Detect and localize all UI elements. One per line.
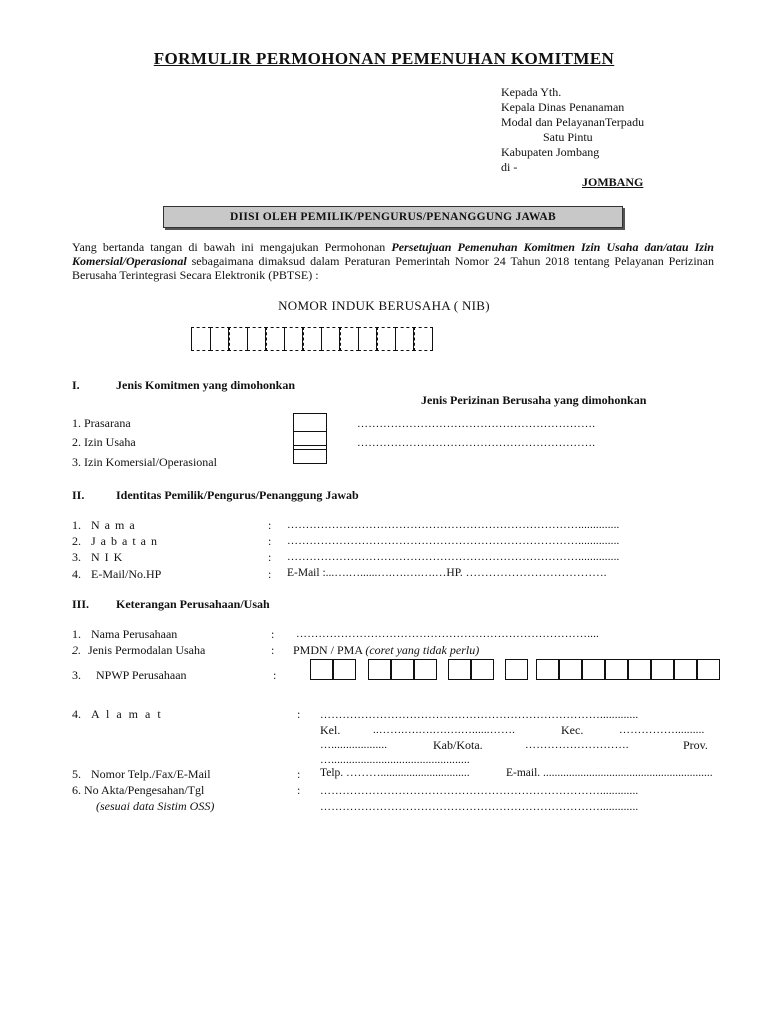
npwp-box[interactable] <box>471 659 494 680</box>
email-field[interactable]: E-mail. ........................................................... <box>506 767 713 779</box>
identity-row-num: 2. <box>72 534 81 548</box>
akta-note: (sesuai data Sistim OSS) <box>96 799 215 813</box>
permodalan-note: (coret yang tidak perlu) <box>365 643 480 657</box>
nib-box[interactable] <box>228 327 248 351</box>
identity-nik-field[interactable]: …………………………………………………………………….............. <box>287 551 620 563</box>
company-colon: : <box>297 767 301 781</box>
npwp-box[interactable] <box>505 659 528 680</box>
akta-line-1-field[interactable]: …………………………………………………………………............. <box>320 785 639 797</box>
npwp-box[interactable] <box>582 659 605 680</box>
npwp-box[interactable] <box>697 659 720 680</box>
npwp-box[interactable] <box>448 659 471 680</box>
section-2-title: Identitas Pemilik/Pengurus/Penanggung Jawab <box>116 488 359 502</box>
npwp-group-2[interactable] <box>368 659 437 680</box>
intro-part-2: sebagaimana dimaksud dalam Peraturan Pemerintah Nomor 24 Tahun 2018 tentang Pelayanan Perizinan Berusaha Terintegrasi Secara Elektronik (PBTSE) : <box>72 254 714 282</box>
item-izin-komersial-label: 3. Izin Komersial/Operasional <box>72 455 217 469</box>
prov-label: Prov. <box>683 738 708 752</box>
identity-jabatan-label: J a b a t a n <box>91 534 158 548</box>
npwp-num: 3. <box>72 668 81 682</box>
identity-email-label: E-Mail/No.HP <box>91 567 162 581</box>
permodalan-options: PMDN / PMA <box>293 643 363 657</box>
item-izin-usaha-label: 2. Izin Usaha <box>72 435 136 449</box>
nib-box[interactable] <box>284 327 304 351</box>
section-3-title: Keterangan Perusahaan/Usah <box>116 597 270 611</box>
telp-num: 5. <box>72 767 81 781</box>
nib-box[interactable] <box>358 327 378 351</box>
address-line-2: Kepala Dinas Penanaman <box>501 100 625 114</box>
address-city: JOMBANG <box>582 175 644 189</box>
company-colon: : <box>273 668 277 682</box>
intro-part-1: Yang bertanda tangan di bawah ini mengajukan Permohonan <box>72 240 392 254</box>
item-prasarana-label: 1. Prasarana <box>72 416 131 430</box>
item-prasarana-field[interactable]: ………………………………………………………. <box>357 418 596 430</box>
nib-box[interactable] <box>210 327 230 351</box>
kel-label: Kel. <box>320 723 341 737</box>
kec-label: Kec. <box>561 723 584 737</box>
akta-label: 6. No Akta/Pengesahan/Tgl <box>72 783 205 797</box>
nib-box[interactable] <box>247 327 267 351</box>
nib-box[interactable] <box>413 327 433 351</box>
checkbox-izin-komersial[interactable] <box>293 445 327 464</box>
section-banner: DIISI OLEH PEMILIK/PENGURUS/PENANGGUNG JAWAB <box>163 206 623 228</box>
address-line-1: Kepada Yth. <box>501 85 562 99</box>
section-3-number: III. <box>72 597 90 611</box>
identity-jabatan-field[interactable]: …………………………………………………………………….............. <box>287 535 620 547</box>
npwp-box[interactable] <box>628 659 651 680</box>
address-line-4: Satu Pintu <box>543 130 593 144</box>
npwp-box[interactable] <box>536 659 559 680</box>
company-name-label: Nama Perusahaan <box>91 627 178 641</box>
identity-colon: : <box>268 518 272 532</box>
address-line-5: Kabupaten Jombang <box>501 145 600 159</box>
nib-box[interactable] <box>191 327 211 351</box>
alamat-label: A l a m a t <box>91 707 163 721</box>
npwp-box[interactable] <box>333 659 356 680</box>
npwp-box[interactable] <box>651 659 674 680</box>
nib-title: NOMOR INDUK BERUSAHA ( NIB) <box>278 298 490 313</box>
npwp-group-3[interactable] <box>448 659 494 680</box>
telp-field[interactable]: Telp. ………............................... <box>320 767 470 779</box>
akta-line-2-field[interactable]: …………………………………………………………………............. <box>320 801 639 813</box>
npwp-box[interactable] <box>414 659 437 680</box>
section-1-subheading: Jenis Perizinan Berusaha yang dimohonkan <box>421 393 647 407</box>
checkbox-prasarana[interactable] <box>293 413 327 432</box>
identity-row-num: 1. <box>72 518 81 532</box>
kec-field[interactable]: …………….......... <box>619 724 705 736</box>
company-name-field[interactable]: …………………………………………………………………….... <box>296 628 599 640</box>
identity-nama-label: N a m a <box>91 518 136 532</box>
company-colon: : <box>297 783 301 797</box>
identity-nik-label: N I K <box>91 550 124 564</box>
nib-box[interactable] <box>339 327 359 351</box>
permodalan-label: Jenis Permodalan Usaha <box>88 643 206 657</box>
form-title: FORMULIR PERMOHONAN PEMENUHAN KOMITMEN <box>153 49 615 68</box>
identity-email-field[interactable]: E-Mail :...….…......….….….….…HP. ………………………………. <box>287 567 607 579</box>
section-1-number: I. <box>72 378 80 392</box>
kel-field[interactable]: ..…….….….….….…......……. <box>373 724 516 736</box>
company-colon: : <box>271 643 275 657</box>
nib-box[interactable] <box>302 327 322 351</box>
nib-box[interactable] <box>265 327 285 351</box>
npwp-box[interactable] <box>605 659 628 680</box>
identity-colon: : <box>268 550 272 564</box>
kab-label: Kab/Kota. <box>433 738 483 752</box>
address-line-6: di - <box>501 160 518 174</box>
intro-paragraph <box>72 240 714 282</box>
npwp-group-1[interactable] <box>310 659 356 680</box>
company-colon: : <box>297 707 301 721</box>
company-colon: : <box>271 627 275 641</box>
alamat-num: 4. <box>72 707 81 721</box>
nib-box[interactable] <box>321 327 341 351</box>
npwp-box[interactable] <box>368 659 391 680</box>
telp-label: Nomor Telp./Fax/E-Mail <box>91 767 211 781</box>
intro-emphasis: Persetujuan Pemenuhan Komitmen Izin Usaha dan/atau Izin Komersial/Operasional <box>72 240 714 268</box>
alamat-line-1-field[interactable]: …………………………………………………………………............. <box>320 709 639 721</box>
npwp-group-4[interactable] <box>505 659 528 680</box>
nib-box[interactable] <box>395 327 415 351</box>
kab-left-field[interactable]: …................... <box>320 739 388 751</box>
npwp-box[interactable] <box>391 659 414 680</box>
permodalan-value[interactable] <box>293 643 479 658</box>
section-1-title: Jenis Komitmen yang dimohonkan <box>116 378 296 392</box>
npwp-label: NPWP Perusahaan <box>96 668 187 682</box>
section-2-number: II. <box>72 488 85 502</box>
item-izin-usaha-field[interactable]: ………………………………………………………. <box>357 437 596 449</box>
identity-row-num: 4. <box>72 567 81 581</box>
npwp-box[interactable] <box>310 659 333 680</box>
identity-nama-field[interactable]: …………………………………………………………………….............. <box>287 519 620 531</box>
permodalan-num: 2. <box>72 643 81 657</box>
npwp-group-5[interactable] <box>536 659 720 680</box>
nib-box[interactable] <box>376 327 396 351</box>
identity-colon: : <box>268 567 272 581</box>
company-name-num: 1. <box>72 627 81 641</box>
identity-colon: : <box>268 534 272 548</box>
prov-field[interactable]: …............................................... <box>320 754 470 766</box>
identity-row-num: 3. <box>72 550 81 564</box>
npwp-box[interactable] <box>559 659 582 680</box>
kab-field[interactable]: ………………………. <box>525 739 629 751</box>
npwp-box[interactable] <box>674 659 697 680</box>
address-line-3: Modal dan PelayananTerpadu <box>501 115 645 129</box>
nib-input-boxes[interactable] <box>191 327 432 351</box>
